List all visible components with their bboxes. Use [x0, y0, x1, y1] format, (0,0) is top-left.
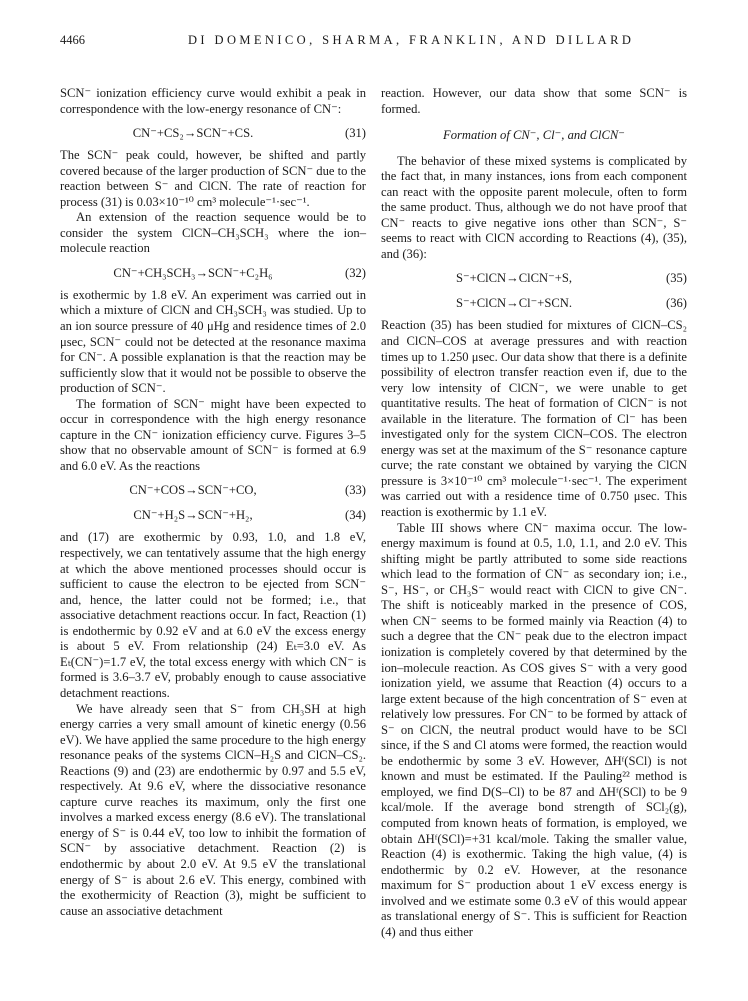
paragraph: The behavior of these mixed systems is complicated by the fact that, in many instances, ions from each component can react with the opposite parent molecule, often to form the same product. Thus, although we do not have proof that CN⁻ reacts to give negative ions other than SCN⁻, S⁻ seems to react with ClCN according to Reactions (4), (35), and (36): — [381, 153, 687, 261]
paragraph: SCN⁻ ionization efficiency curve would exhibit a peak in correspondence with the low-energy resonance of CN⁻: — [60, 86, 366, 116]
equation-body: CN⁻+H₂S→SCN⁻+H₂, — [133, 508, 253, 523]
equation-body: CN⁻+COS→SCN⁻+CO, — [129, 483, 257, 498]
equation-number: (35) — [666, 271, 687, 286]
right-column — [381, 86, 687, 940]
paragraph: Table III shows where CN⁻ maxima occur. The low-energy maximum is found at 0.5, 1.0, 1.1, and 2.0 eV. This shifting might be partly attributed to some side reactions which lead to the formation of CN⁻ as secondary ion; i.e., S⁻, HS⁻, or CH₃S⁻ would react with ClCN to give CN⁻. The shift is noticeably marked in the presence of COS, when CN⁻ seems to be formed mainly via Reaction (4) to such a degree that the CN⁻ peak due to the electron impact ionization is completely covered by that determined by the ion–molecule reaction. As COS gives S⁻ with a very good ionization yield, we assume that Reaction (4) occurs to a large extent because of the high concentration of S⁻ even at relatively low pressures. For CN⁻ to be formed by attack of S⁻ on ClCN, the neutral product would have to be SCl since, if the S and Cl atoms were formed, the reaction would be endothermic by some 3 eV. However, ΔHᶠ(SCl) is not known and must be estimated. If the Pauling²² method is employed, we find D(S–Cl) to be 87 and ΔHᶠ(SCl) to be 9 kcal/mole. If the average bond strength of SCl₂(g), computed from known heats of formation, is employed, we obtain ΔHᶠ(SCl)=+31 kcal/mole. Taking the smaller value, Reaction (4) is exothermic. Taking the high value, (4) is endothermic by 0.2 eV. However, at the resonance maximum for S⁻ production about 1 eV excess energy is involved and we estimate some 0.3 eV of this would appear as translational energy of S⁻. This is sufficient for Reaction (4) and thus either — [381, 520, 687, 939]
left-column — [60, 86, 366, 919]
equation-number: (32) — [345, 265, 366, 280]
page-number: 4466 — [60, 33, 85, 47]
equation-34 — [60, 507, 366, 524]
equation-32 — [60, 265, 366, 282]
paragraph: The formation of SCN⁻ might have been expected to occur in correspondence with the high energy resonance capture in the CN⁻ ionization efficiency curve. Figures 3–5 show that no observable amount of SCN⁻ is formed at 6.9 and 6.0 eV. As the reactions — [60, 396, 366, 473]
paragraph: reaction. However, our data show that some SCN⁻ is formed. — [381, 86, 687, 116]
paragraph: Reaction (35) has been studied for mixtures of ClCN–CS₂ and ClCN–COS at average pressures and with reaction times up to 1.250 μsec. Our data show that there is a definite possibility of electron transfer reaction even if, due to the very low intensity of ClCN⁻, we were unable to get quantitative results. The heat of formation of ClCN⁻ is not available in the literature. The formation of Cl⁻ has been investigated only for the system ClCN–COS. The electron energy was set at the maximum of the S⁻ resonance capture curve; the rate constant we obtained by varying the ClCN pressure is 3×10⁻¹⁰ cm³ molecule⁻¹·sec⁻¹. The experiment was carried out with a residence time of 0.750 μsec. This reaction is exothermic by 1.1 eV. — [381, 318, 687, 520]
page-header — [38, 33, 712, 53]
paragraph: An extension of the reaction sequence would be to consider the system ClCN–CH₃SCH₃ where the ion–molecule reaction — [60, 210, 366, 256]
section-heading: Formation of CN⁻, Cl⁻, and ClCN⁻ — [443, 128, 625, 143]
paragraph: We have already seen that S⁻ from CH₃SH at high energy carries a very small amount of kinetic energy (0.56 eV). We have applied the same procedure to the high energy resonance peaks of the systems ClCN–H₂S and ClCN–CS₂. Reactions (9) and (23) are endothermic by 0.97 and 5.5 eV, respectively. At 9.6 eV, where the dissociative resonance capture curve reaches its maximum, only the first one involves a marked excess energy (8.6 eV). The translational energy of S⁻ is 0.44 eV, too low to inhibit the formation of SCN⁻ by associative detachment. Reaction (2) is endothermic by about 2.0 eV. At 9.5 eV the translational energy of S⁻ is about 2.6 eV. This energy, combined with the exothermicity of Reaction (3), might be sufficient to cause an associative detachment — [60, 701, 366, 918]
equation-body: S⁻+ClCN→ClCN⁻+S, — [455, 271, 573, 286]
paragraph: The SCN⁻ peak could, however, be shifted and partly covered because of the larger production of SCN⁻ due to the reaction between S⁻ and ClCN. The rate of reaction for process (31) is 0.03×10⁻¹⁰ cm³ molecule⁻¹·sec⁻¹. — [60, 148, 366, 209]
equation-number: (33) — [345, 483, 366, 498]
paragraph: and (17) are exothermic by 0.93, 1.0, and 1.8 eV, respectively, we can tentatively assume that the high energy at which the above mentioned processes should occur is sufficient to cause the electron to be ejected from SCN⁻ and, hence, the latter could not be formed; i.e., that associative detachment reactions occur. In fact, Reaction (1) is endothermic by 0.92 eV and at 6.0 eV the excess energy is about 5 eV. From relationship (24) Eₜ=3.0 eV. As Eₜ(CN⁻)=1.7 eV, the total excess energy with which CN⁻ is formed is 3.6–3.7 eV, probably enough to cause associative detachment reactions. — [60, 530, 366, 700]
equation-body: CN⁻+CH₃SCH₃→SCN⁻+C₂H₆ — [113, 265, 273, 280]
equation-36 — [381, 295, 687, 312]
equation-number: (34) — [345, 508, 366, 523]
equation-35 — [381, 270, 687, 287]
running-head-authors: DI DOMENICO, SHARMA, FRANKLIN, AND DILLARD — [188, 33, 635, 47]
equation-body: S⁻+ClCN→Cl⁻+SCN. — [455, 296, 573, 311]
equation-number: (31) — [345, 126, 366, 141]
equation-33 — [60, 482, 366, 499]
paragraph: is exothermic by 1.8 eV. An experiment was carried out in which a mixture of ClCN and CH₃SCH₃ was studied. Up to an ion source pressure of 40 μHg and residence times of 2.0 μsec, SCN⁻ could not be detected at the resonance maxima for CN⁻. A possible explanation is that the reaction may be sufficiently slow that it would not be possible to observe the production of SCN⁻. — [60, 287, 366, 396]
equation-31 — [60, 125, 366, 142]
equation-number: (36) — [666, 296, 687, 311]
equation-body: CN⁻+CS₂→SCN⁻+CS. — [132, 126, 254, 141]
